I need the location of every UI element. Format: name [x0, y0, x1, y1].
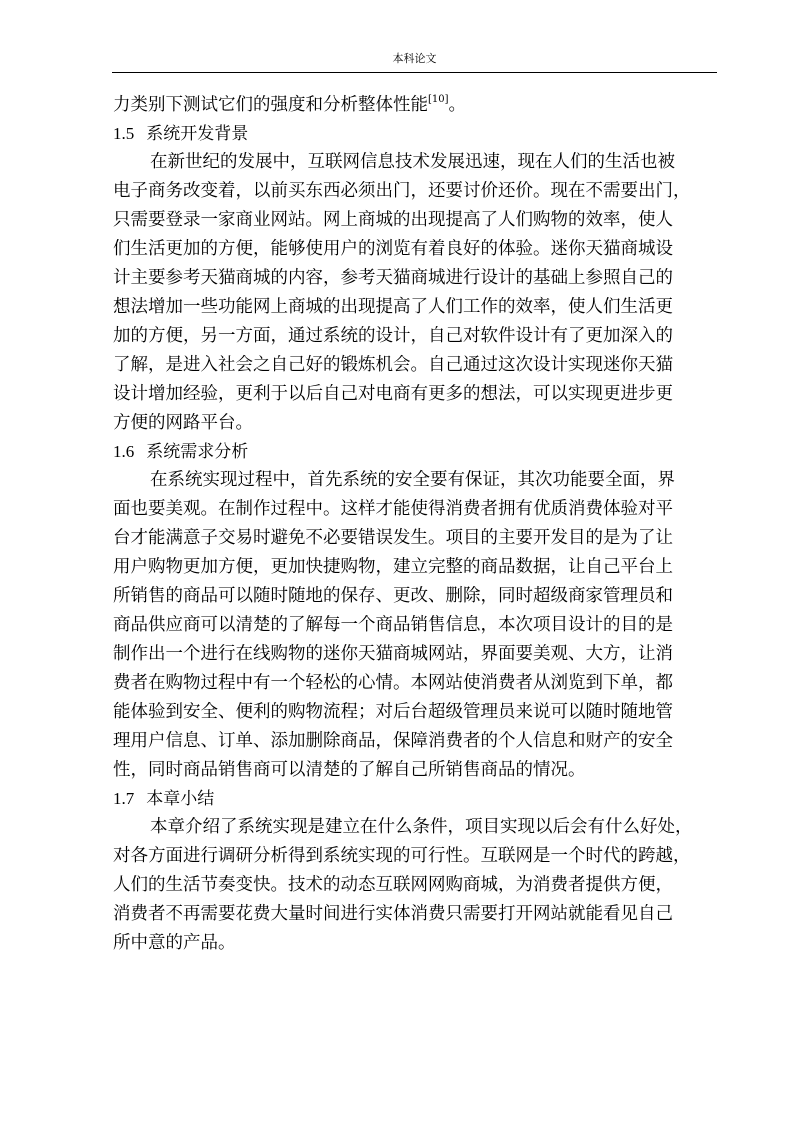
page-body [113, 91, 719, 958]
paragraph-line: 人们的生活节奏变快。技术的动态互联网网购商城，为消费者提供方便， [113, 875, 673, 895]
paragraph-line: 在系统实现过程中，首先系统的安全要有保证，其次功能要全面，界 [150, 470, 675, 490]
paragraph-line: 性，同时商品销售商可以清楚的了解自己所销售商品的情况。 [113, 760, 586, 780]
paragraph-line: 费者在购物过程中有一个轻松的心情。本网站使消费者从浏览到下单，都 [113, 673, 673, 693]
section-heading-1-6 [113, 438, 719, 466]
paragraph-line: 所中意的产品。 [113, 933, 236, 953]
paragraph-line: 理用户信息、订单、添加删除商品，保障消费者的个人信息和财产的安全 [113, 731, 673, 751]
paragraph-line: 设计增加经验，更利于以后自己对电商有更多的想法，可以实现更进步更 [113, 384, 673, 404]
section-heading-1-7 [113, 785, 719, 813]
intro-line [113, 91, 719, 120]
paragraph-line: 加的方便，另一方面，通过系统的设计，自己对软件设计有了更加深入的 [113, 326, 673, 346]
intro-text: 力类别下测试它们的强度和分析整体性能 [113, 95, 428, 115]
paragraph-line: 能体验到安全、便利的购物流程；对后台超级管理员来说可以随时随地管 [113, 702, 673, 722]
paragraph-line: 台才能满意子交易时避免不必要错误发生。项目的主要开发目的是为了让 [113, 528, 673, 548]
paragraph-line: 只需要登录一家商业网站。网上商城的出现提高了人们购物的效率，使人 [113, 210, 673, 230]
paragraph-line: 商品供应商可以清楚的了解每一个商品销售信息，本次项目设计的目的是 [113, 615, 673, 635]
paragraph-line: 所销售的商品可以随时随地的保存、更改、删除，同时超级商家管理员和 [113, 586, 673, 606]
paragraph-line: 用户购物更加方便，更加快捷购物，建立完整的商品数据，让自己平台上 [113, 557, 673, 577]
header-divider [112, 72, 717, 73]
paragraph-line: 本章介绍了系统实现是建立在什么条件，项目实现以后会有什么好处， [150, 817, 693, 837]
paragraph-line: 在新世纪的发展中，互联网信息技术发展迅速，现在人们的生活也被 [150, 152, 675, 172]
citation: [10] [428, 94, 449, 106]
paragraph-line: 面也要美观。在制作过程中。这样才能使得消费者拥有优质消费体验对平 [113, 499, 673, 519]
paragraph-line: 们生活更加的方便，能够使用户的浏览有着良好的体验。迷你天猫商城设 [113, 239, 673, 259]
section-number: 1.6 [113, 442, 135, 461]
section-heading-1-5 [113, 120, 719, 148]
paragraph-line: 电子商务改变着，以前买东西必须出门，还要讨价还价。现在不需要出门， [113, 181, 691, 201]
paragraph-line: 想法增加一些功能网上商城的出现提高了人们工作的效率，使人们生活更 [113, 297, 673, 317]
section-number: 1.7 [113, 789, 135, 808]
paragraph-line: 计主要参考天猫商城的内容，参考天猫商城进行设计的基础上参照自己的 [113, 268, 673, 288]
page-header: 本科论文 [392, 52, 437, 65]
paragraph-line: 对各方面进行调研分析得到系统实现的可行性。互联网是一个时代的跨越， [113, 846, 691, 866]
paragraph-line: 方便的网路平台。 [113, 413, 253, 433]
section-title: 本章小结 [146, 789, 215, 809]
paragraph-line: 消费者不再需要花费大量时间进行实体消费只需要打开网站就能看见自己 [113, 904, 673, 924]
intro-end: 。 [448, 95, 467, 115]
paragraph-line: 了解，是进入社会之自己好的锻炼机会。自己通过这次设计实现迷你天猫 [113, 355, 673, 375]
paragraph-line: 制作出一个进行在线购物的迷你天猫商城网站，界面要美观、大方，让消 [113, 644, 673, 664]
section-title: 系统需求分析 [146, 442, 249, 462]
section-number: 1.5 [113, 124, 135, 143]
section-title: 系统开发背景 [146, 124, 249, 144]
